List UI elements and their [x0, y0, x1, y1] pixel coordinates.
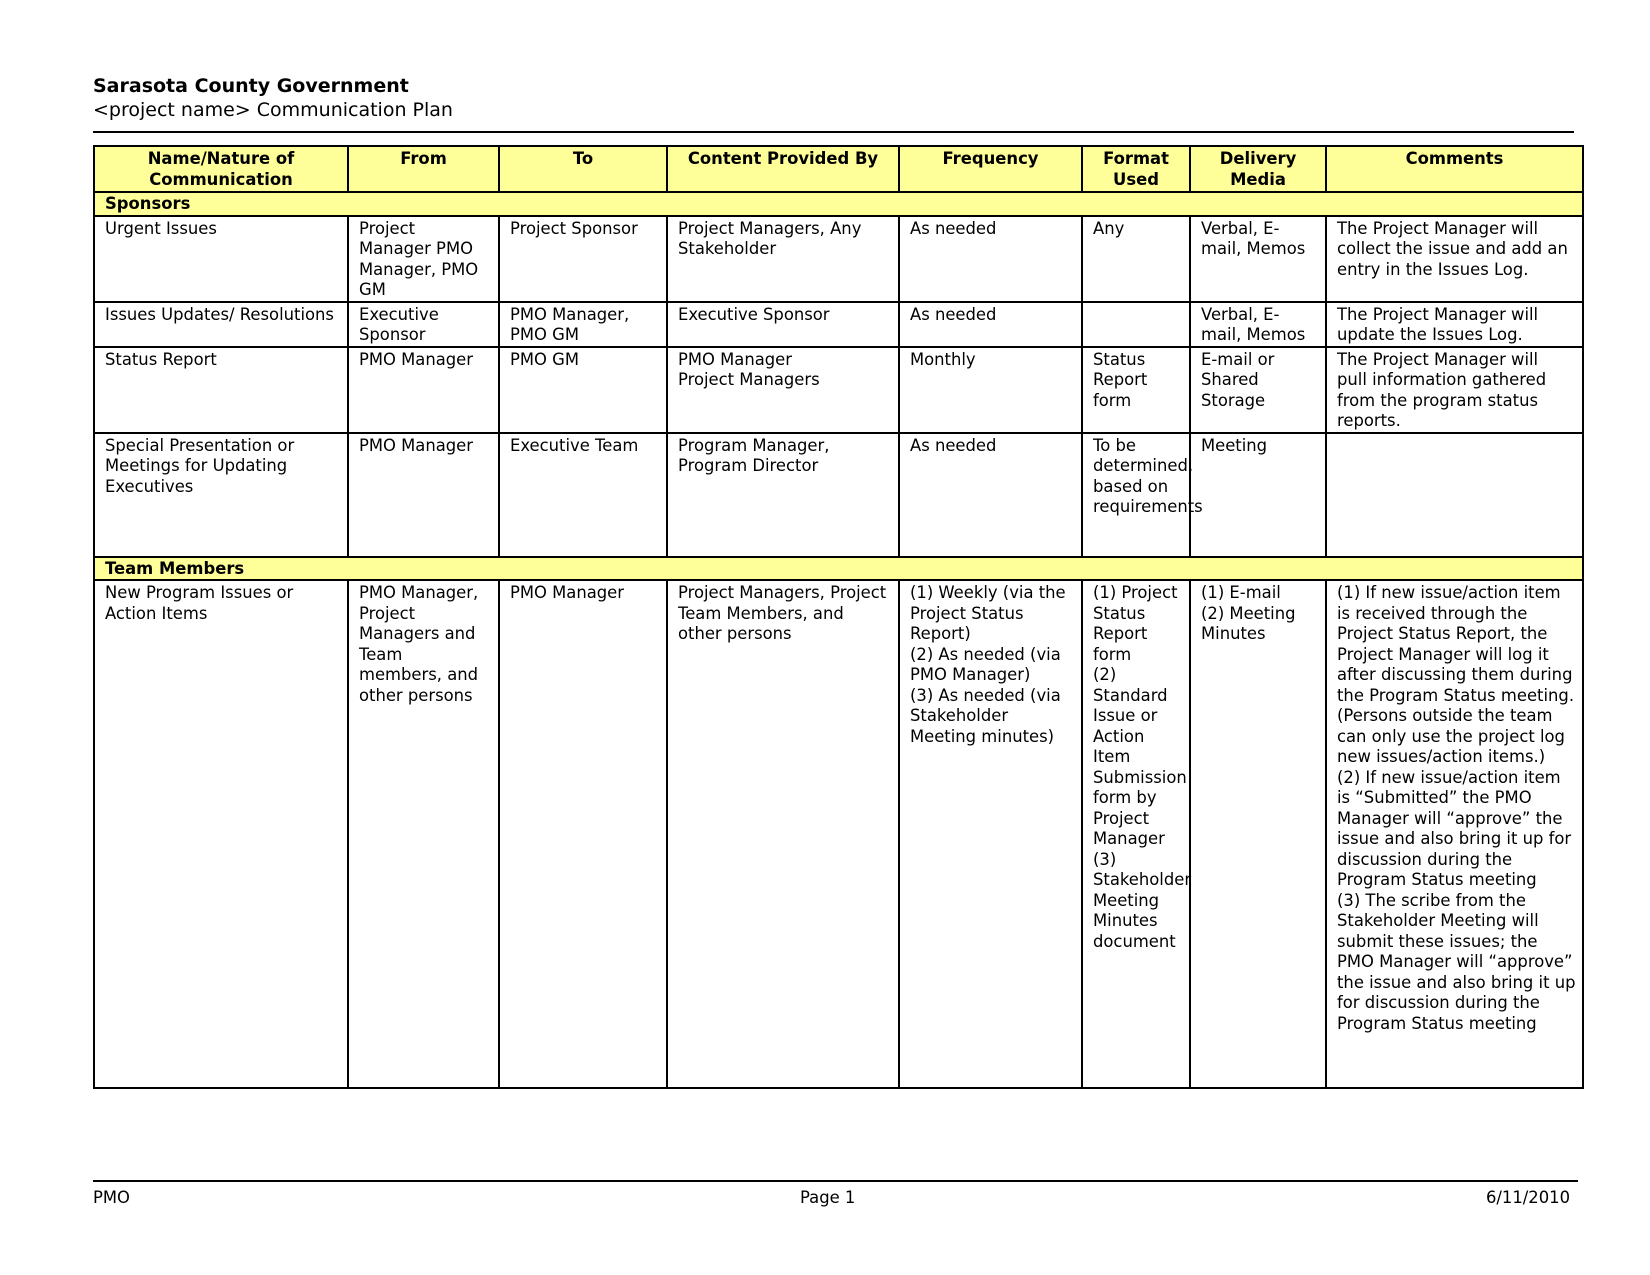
table-row — [94, 347, 1583, 433]
cell-name: Special Presentation or Meetings for Updating Executives — [94, 433, 348, 557]
cell-media: E-mail or Shared Storage — [1190, 347, 1326, 433]
document-header — [93, 74, 453, 122]
cell-name: Status Report — [94, 347, 348, 433]
cell-name: Issues Updates/ Resolutions — [94, 302, 348, 347]
document-subtitle: <project name> Communication Plan — [93, 99, 453, 121]
cell-content: Project Managers, Project Team Members, and other persons — [667, 580, 899, 1088]
cell-format — [1082, 302, 1190, 347]
column-header-from: From — [348, 146, 499, 192]
column-header-to: To — [499, 146, 667, 192]
cell-content: Executive Sponsor — [667, 302, 899, 347]
cell-format: To be determined, based on requirements — [1082, 433, 1190, 557]
table-header-row — [94, 146, 1583, 192]
table-row — [94, 580, 1583, 1088]
cell-frequency: As needed — [899, 216, 1082, 302]
section-row — [94, 557, 1583, 581]
table-row — [94, 433, 1583, 557]
cell-name: Urgent Issues — [94, 216, 348, 302]
cell-comments: The Project Manager will update the Issues Log. — [1326, 302, 1583, 347]
cell-comments: (1) If new issue/action item is received through the Project Status Report, the Project Manager will log it after discussing them during the Program Status meeting. (Persons outside the team can only use the project log new issues/action items.) (2) If new issue/action item is “Submitted” the PMO Manager will “approve” the issue and also bring it up for discussion during the Program Status meeting (3) The scribe from the Stakeholder Meeting will submit these issues; the PMO Manager will “approve” the issue and also bring it up for discussion during the Program Status meeting — [1326, 580, 1583, 1088]
organization-name: Sarasota County Government — [93, 75, 409, 97]
cell-to: PMO Manager, PMO GM — [499, 302, 667, 347]
column-header-name: Name/Nature of Communication — [94, 146, 348, 192]
cell-from: PMO Manager, Project Managers and Team members, and other persons — [348, 580, 499, 1088]
cell-format: (1) Project Status Report form (2) Standard Issue or Action Item Submission form by Project Manager (3) Stakeholder Meeting Minutes document — [1082, 580, 1190, 1088]
cell-frequency: As needed — [899, 433, 1082, 557]
footer-department: PMO — [93, 1188, 130, 1207]
cell-comments — [1326, 433, 1583, 557]
cell-frequency: As needed — [899, 302, 1082, 347]
section-title: Sponsors — [94, 192, 1583, 216]
cell-from: PMO Manager — [348, 347, 499, 433]
cell-from: PMO Manager — [348, 433, 499, 557]
column-header-format: Format Used — [1082, 146, 1190, 192]
column-header-content: Content Provided By — [667, 146, 899, 192]
cell-media: Meeting — [1190, 433, 1326, 557]
table-row — [94, 302, 1583, 347]
section-row — [94, 192, 1583, 216]
cell-content: Project Managers, Any Stakeholder — [667, 216, 899, 302]
cell-format: Any — [1082, 216, 1190, 302]
cell-content: Program Manager, Program Director — [667, 433, 899, 557]
footer-page-number: Page 1 — [800, 1188, 856, 1207]
cell-format: Status Report form — [1082, 347, 1190, 433]
table-row — [94, 216, 1583, 302]
cell-content: PMO Manager Project Managers — [667, 347, 899, 433]
header-divider — [93, 131, 1574, 133]
cell-from: Executive Sponsor — [348, 302, 499, 347]
cell-to: Project Sponsor — [499, 216, 667, 302]
cell-media: Verbal, E-mail, Memos — [1190, 216, 1326, 302]
cell-media: Verbal, E-mail, Memos — [1190, 302, 1326, 347]
cell-to: PMO GM — [499, 347, 667, 433]
column-header-frequency: Frequency — [899, 146, 1082, 192]
column-header-comments: Comments — [1326, 146, 1583, 192]
cell-comments: The Project Manager will pull information gathered from the program status reports. — [1326, 347, 1583, 433]
section-title: Team Members — [94, 557, 1583, 581]
footer-divider — [93, 1180, 1578, 1182]
communication-plan-table — [93, 145, 1584, 1089]
cell-to: PMO Manager — [499, 580, 667, 1088]
footer-date: 6/11/2010 — [1485, 1188, 1570, 1207]
cell-to: Executive Team — [499, 433, 667, 557]
cell-media: (1) E-mail (2) Meeting Minutes — [1190, 580, 1326, 1088]
cell-comments: The Project Manager will collect the issue and add an entry in the Issues Log. — [1326, 216, 1583, 302]
cell-name: New Program Issues or Action Items — [94, 580, 348, 1088]
column-header-media: Delivery Media — [1190, 146, 1326, 192]
cell-frequency: (1) Weekly (via the Project Status Report) (2) As needed (via PMO Manager) (3) As needed (via Stakeholder Meeting minutes) — [899, 580, 1082, 1088]
cell-from: Project Manager PMO Manager, PMO GM — [348, 216, 499, 302]
cell-frequency: Monthly — [899, 347, 1082, 433]
